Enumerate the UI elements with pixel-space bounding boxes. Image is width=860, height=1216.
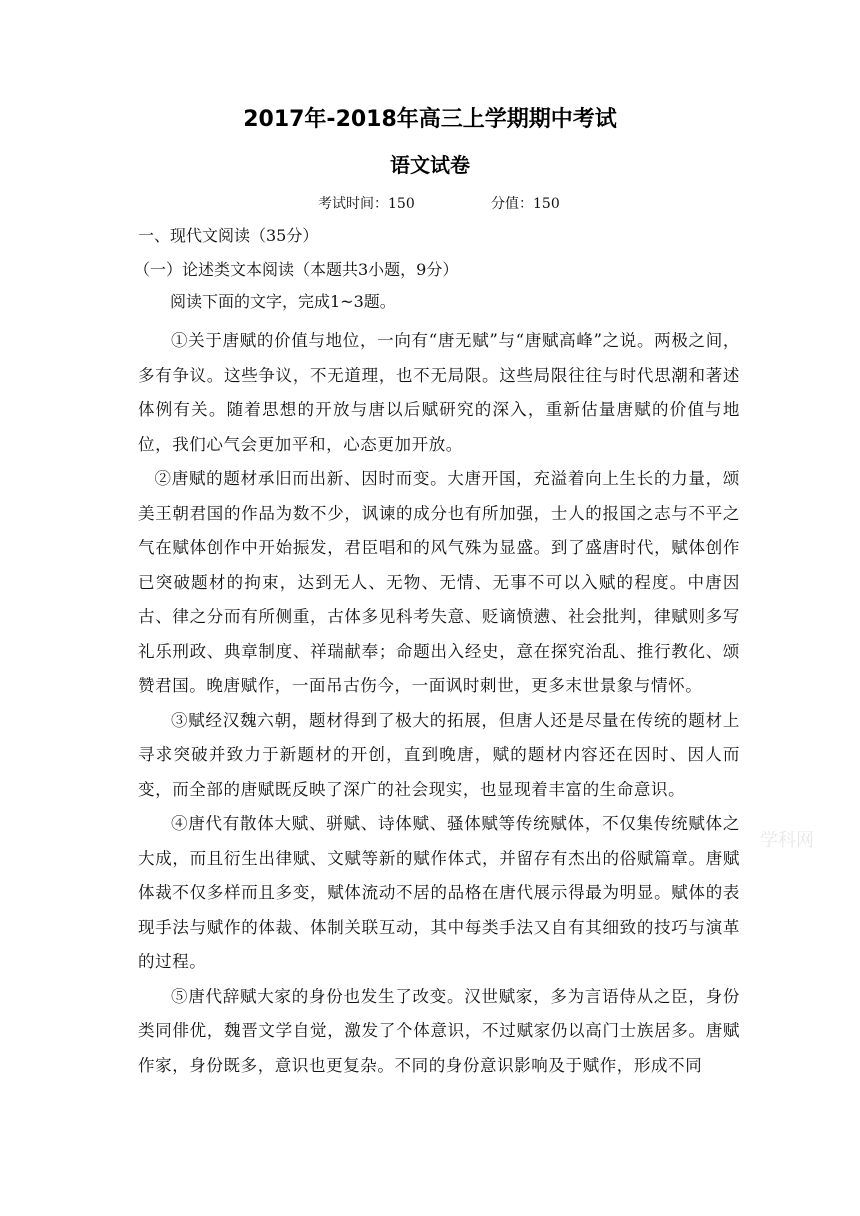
paragraph-2: ②唐赋的题材承旧而出新、因时而变。大唐开国，充溢着向上生长的力量，颂美王朝君国的作品为数不少，讽谏的成分也有所加强，士人的报国之志与不平之气在赋体创作中开始振发，君臣唱和的风气殊为显盛。到了盛唐时代，赋体创作已突破题材的拘束，达到无人、无物、无情、无事不可以入赋的程度。中唐因古、律之分而有所侧重，古体多见科考失意、贬谪愤懑、社会批判，律赋则多写礼乐刑政、典章制度、祥瑞献奉；命题出入经史，意在探究治乱、推行教化、颂赞君国。晚唐赋作，一面吊古伤今，一面讽时刺世，更多末世景象与情怀。 [138, 469, 740, 695]
section-subheading: （一）论述类文本阅读（本题共3小题，9分） [134, 260, 459, 279]
watermark: 学科网 [760, 830, 814, 851]
exam-title: 2017年-2018年高三上学期期中考试 [243, 107, 617, 132]
reading-instruction: 阅读下面的文字，完成1~3题。 [170, 292, 396, 311]
paragraph-1: ①关于唐赋的价值与地位，一向有“唐无赋”与“唐赋高峰”之说。两极之间，多有争议。这些争议，不无道理，也不无局限。这些局限往往与时代思潮和著述体例有关。随着思想的开放与唐以后赋研究的深入，重新估量唐赋的价值与地位，我们心气会更加平和，心态更加开放。 [138, 331, 740, 454]
paragraph-3: ③赋经汉魏六朝，题材得到了极大的拓展，但唐人还是尽量在传统的题材上寻求突破并致力于新题材的开创，直到晚唐，赋的题材内容还在因时、因人而变，而全部的唐赋既反映了深广的社会现实，也显现着丰富的生命意识。 [138, 710, 740, 799]
section-heading: 一、现代文阅读（35分） [138, 226, 319, 245]
paragraph-4: ④唐代有散体大赋、骈赋、诗体赋、骚体赋等传统赋体，不仅集传统赋体之大成，而且衍生出律赋、文赋等新的赋作体式，并留存有杰出的俗赋篇章。唐赋体裁不仅多样而且多变，赋体流动不居的品格在唐代展示得最为明显。赋体的表现手法与赋作的体裁、体制关联互动，其中每类手法又自有其细致的技巧与演革的过程。 [138, 814, 740, 971]
exam-score: 分值：150 [491, 196, 560, 212]
paragraph-5: ⑤唐代辞赋大家的身份也发生了改变。汉世赋家，多为言语侍从之臣，身份类同俳优，魏晋文学自觉，激发了个体意识，不过赋家仍以高门士族居多。唐赋作家，身份既多，意识也更复杂。不同的身份意识影响及于赋作，形成不同 [138, 986, 740, 1075]
exam-time: 考试时间：150 [318, 196, 415, 212]
exam-subtitle: 语文试卷 [390, 153, 470, 177]
reading-passage [138, 324, 740, 1083]
